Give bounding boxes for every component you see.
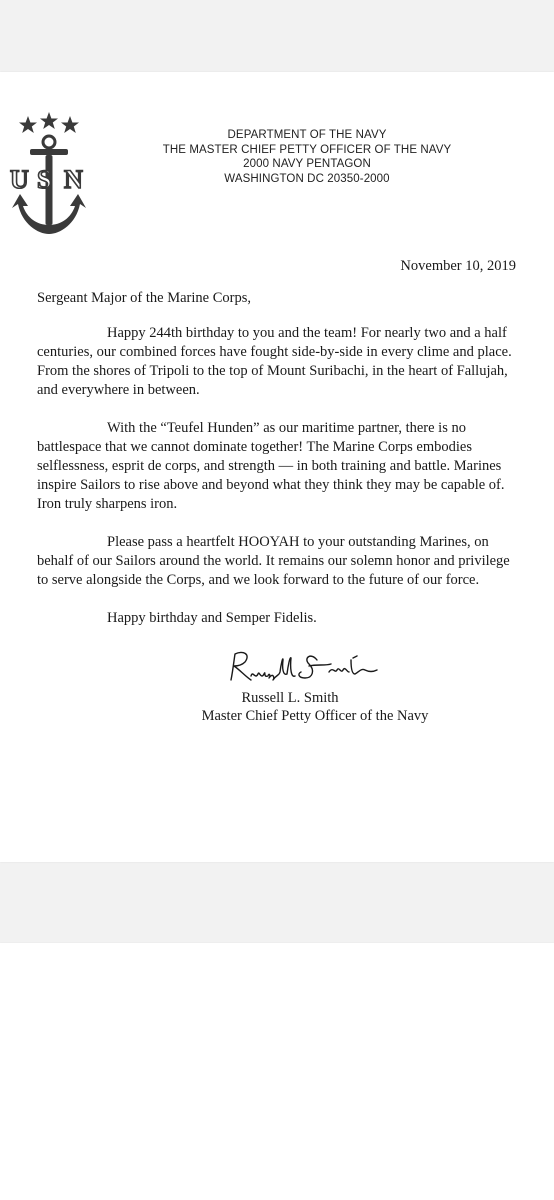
letter-page (0, 72, 554, 862)
letter-paragraph: With the “Teufel Hunden” as our maritime partner, there is no battlespace that we cannot dominate together! The Marine Corps embodies selflessness, esprit de corps, and strength — in both training and battle. Marines inspire Sailors to rise above and beyond what they think they may be capable of. Iron truly sharpens iron. (37, 420, 505, 512)
letterhead-line-street: 2000 NAVY PENTAGON (243, 158, 371, 170)
svg-text:N: N (64, 165, 83, 194)
letterhead (0, 72, 554, 252)
letter-date: November 10, 2019 (400, 258, 516, 274)
letterhead-line-city: WASHINGTON DC 20350-2000 (224, 172, 390, 185)
letter-paragraph: Happy 244th birthday to you and the team! For nearly two and a half centuries, our combined forces have fought side-by-side in every clime and place. From the shores of Tripoli to the top of Mount Suribachi, in the heart of Fallujah, and everywhere in between. (37, 325, 512, 398)
letter-closing: Happy birthday and Semper Fidelis. (107, 610, 317, 626)
emblem-letter-s: S (37, 165, 52, 194)
handwritten-signature-icon (225, 646, 395, 690)
letterhead-line-office: THE MASTER CHIEF PETTY OFFICER OF THE NAVY (162, 143, 452, 156)
letter-body (37, 324, 523, 647)
letterhead-line-department: DEPARTMENT OF THE NAVY (227, 129, 387, 141)
signer-title: Master Chief Petty Officer of the Navy (201, 708, 429, 724)
letterhead-address (92, 128, 522, 186)
blank-page-area (0, 943, 554, 1200)
letter-paragraph: Please pass a heartfelt HOOYAH to your outstanding Marines, on behalf of our Sailors around the world. It remains our solemn honor and privilege to serve alongside the Corps, and we look forward to the future of our force. (37, 534, 510, 588)
letter-salutation: Sergeant Major of the Marine Corps, (37, 290, 251, 306)
svg-text:U: U (10, 165, 29, 194)
signer-block (200, 689, 430, 725)
navy-anchor-emblem-icon (8, 112, 90, 240)
signer-name: Russell L. Smith (241, 690, 339, 706)
